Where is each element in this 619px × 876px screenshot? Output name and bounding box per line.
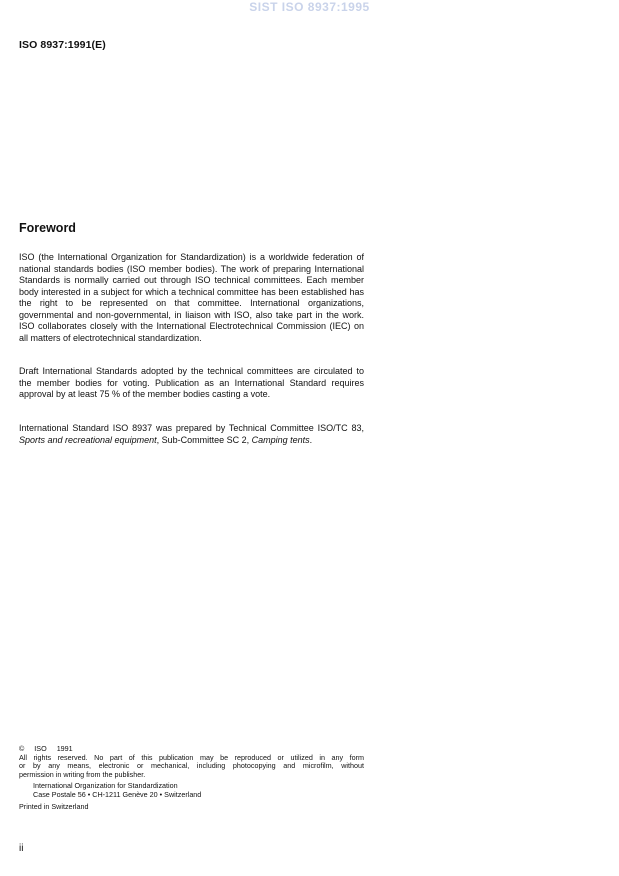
- foreword-paragraph-1: ISO (the International Organization for Standardization) is a worldwide federation of national standards bodies (ISO member bodies). The work of preparing International Standards is normally carried out through ISO technical committees. Each member body interested in a subject for which a technical committee has been established has the right to be represented on that committee. International organizations, governmental and non-governmental, in liaison with ISO, also take part in the work. ISO collaborates closely with the International Electrotechnical Commission (IEC) on all matters of electrotechnical standardization.: [19, 252, 364, 343]
- paragraph-3-end: .: [309, 434, 313, 445]
- rights-line-1: All rights reserved. No part of this publication may be reproduced or utilized in any form: [19, 752, 364, 762]
- copyright-footer: [19, 745, 364, 811]
- subcommittee-title: Camping tents: [251, 434, 310, 445]
- document-id: ISO 8937:1991(E): [19, 39, 106, 51]
- org-name: International Organization for Standardization: [33, 781, 178, 791]
- paragraph-3-mid: , Sub-Committee SC 2,: [156, 434, 252, 445]
- copyright-symbol: ©: [19, 744, 25, 753]
- copyright-org: ISO: [34, 744, 47, 753]
- foreword-paragraph-2: Draft International Standards adopted by the technical committees are circulated to the member bodies for voting. Publication as an International Standard requires approval by at least 75 % of the member bodies casting a vote.: [19, 366, 364, 399]
- rights-line-3: permission in writing from the publisher.: [19, 769, 146, 779]
- watermark: SIST ISO 8937:1995: [249, 0, 370, 14]
- copyright-year: 1991: [56, 744, 73, 753]
- page-number: ii: [19, 843, 24, 854]
- committee-title: Sports and recreational equipment: [19, 434, 157, 445]
- foreword-heading: Foreword: [19, 221, 76, 235]
- org-address: Case Postale 56 • CH-1211 Genève 20 • Switzerland: [33, 789, 202, 799]
- paragraph-3-lead: International Standard ISO 8937 was prepared by Technical Committee ISO/TC 83,: [19, 423, 364, 433]
- printed-in: Printed in Switzerland: [19, 801, 89, 811]
- foreword-paragraph-3: [19, 423, 364, 446]
- rights-line-2: or by any means, electronic or mechanical, including photocopying and microfilm, without: [19, 761, 364, 771]
